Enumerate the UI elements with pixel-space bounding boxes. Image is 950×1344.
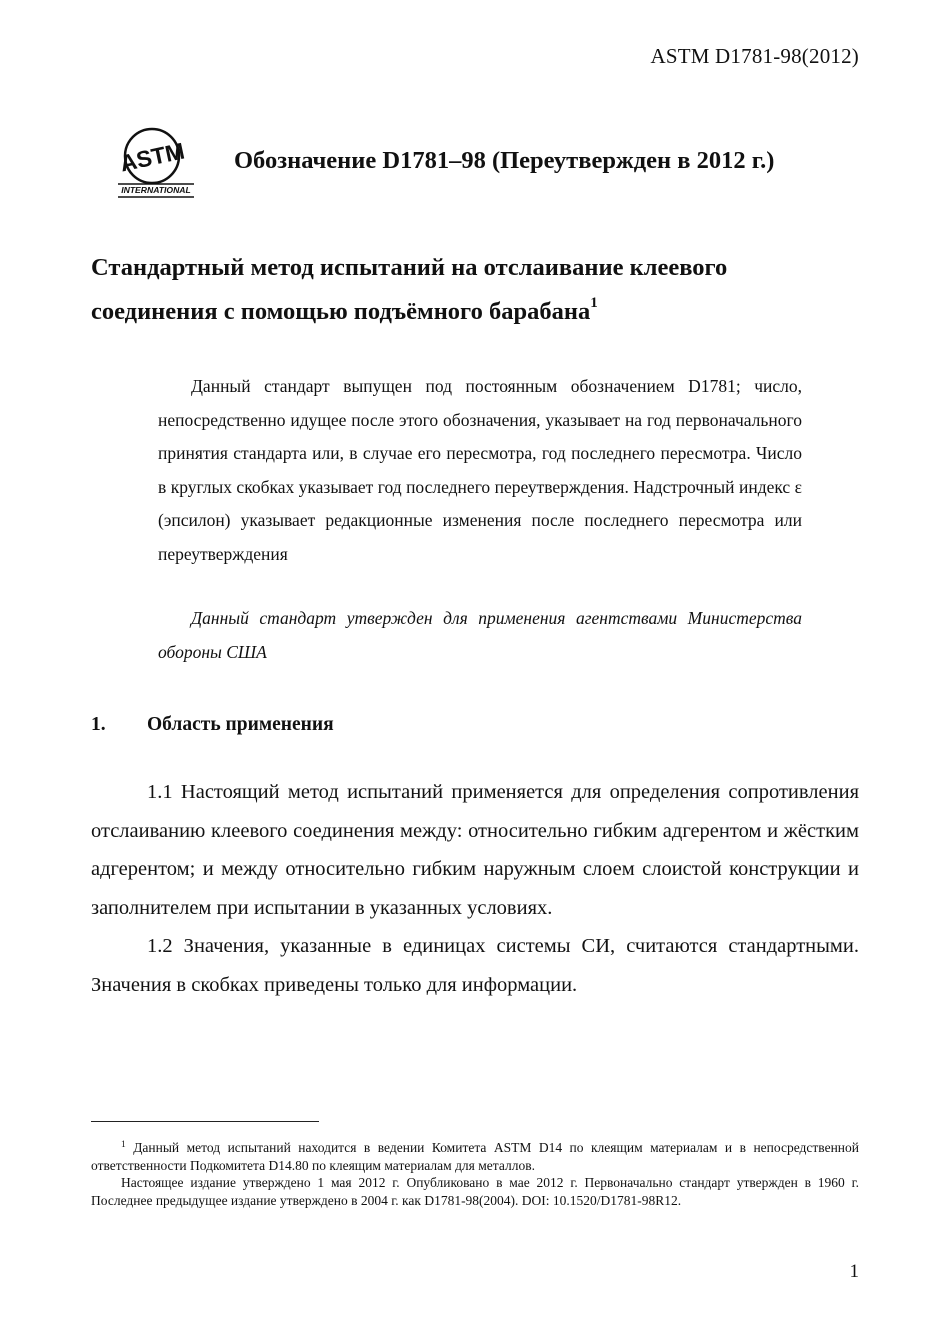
standard-note: Данный стандарт выпущен под постоянным обозначением D1781; число, непосредственно идущее после этого обозначения, указывает на год первоначального принятия стандарта или, в случае его пересмотра, год последнего пересмотра. Число в круглых скобках указывает год последнего переутверждения. Надстрочный индекс ε (эпсилон) указывает редакционные изменения после последнего пересмотра или переутверждения (158, 376, 802, 564)
paragraph-1-1: 1.1 Настоящий метод испытаний применяется для определения сопротивления отслаиванию клеевого соединения между: относительно гибким адгерентом и жёстким адгерентом; и между относительно гибким наружным слоем слоистой конструкции и заполнителем при испытании в указанных условиях. (91, 781, 859, 919)
logo-letters: ASTM (117, 137, 187, 177)
page-number: 1 (849, 1261, 859, 1282)
title-line-2 (91, 290, 851, 334)
dod-note: Данный стандарт утвержден для применения агентствами Министерства обороны США (158, 608, 802, 662)
footnote-text-2: Настоящее издание утверждено 1 мая 2012 г. Опубликовано в мае 2012 г. Первоначально стандарт утвержден в 1960 г. Последнее предыдущее издание утверждено в 2004 г. как D1781-98(2004). DOI: 10.1520/D1781-98R12. (91, 1175, 859, 1208)
section-number: 1. (91, 714, 106, 735)
footnote-line-1 (91, 1139, 859, 1174)
footnote-marker: 1 (121, 1140, 126, 1150)
intro-block (158, 370, 802, 669)
paragraph-1-2: 1.2 Значения, указанные в единицах системы СИ, считаются стандартными. Значения в скобках приведены только для информации. (91, 935, 859, 996)
document-title (91, 246, 851, 334)
astm-logo (112, 126, 198, 200)
title-line-1: Стандартный метод испытаний на отслаивание клеевого (91, 254, 728, 281)
footnote-text-1: Данный метод испытаний находится в ведении Комитета ASTM D14 по клеящим материалам и в непосредственной ответственности Подкомитета D14.80 по клеящим материалам для металлов. (91, 1140, 859, 1173)
document-code: ASTM D1781-98(2012) (650, 44, 859, 68)
designation: Обозначение D1781–98 (Переутвержден в 2012 г.) (234, 147, 775, 174)
title-footnote-marker: 1 (590, 295, 598, 311)
logo-subtitle: INTERNATIONAL (121, 185, 191, 195)
section-heading (91, 714, 334, 736)
section-title: Область применения (147, 714, 334, 735)
footnote (91, 1139, 859, 1209)
title-line-2-text: соединения с помощью подъёмного барабана (91, 298, 591, 325)
footnote-divider (91, 1121, 319, 1122)
section-body (91, 773, 859, 1004)
